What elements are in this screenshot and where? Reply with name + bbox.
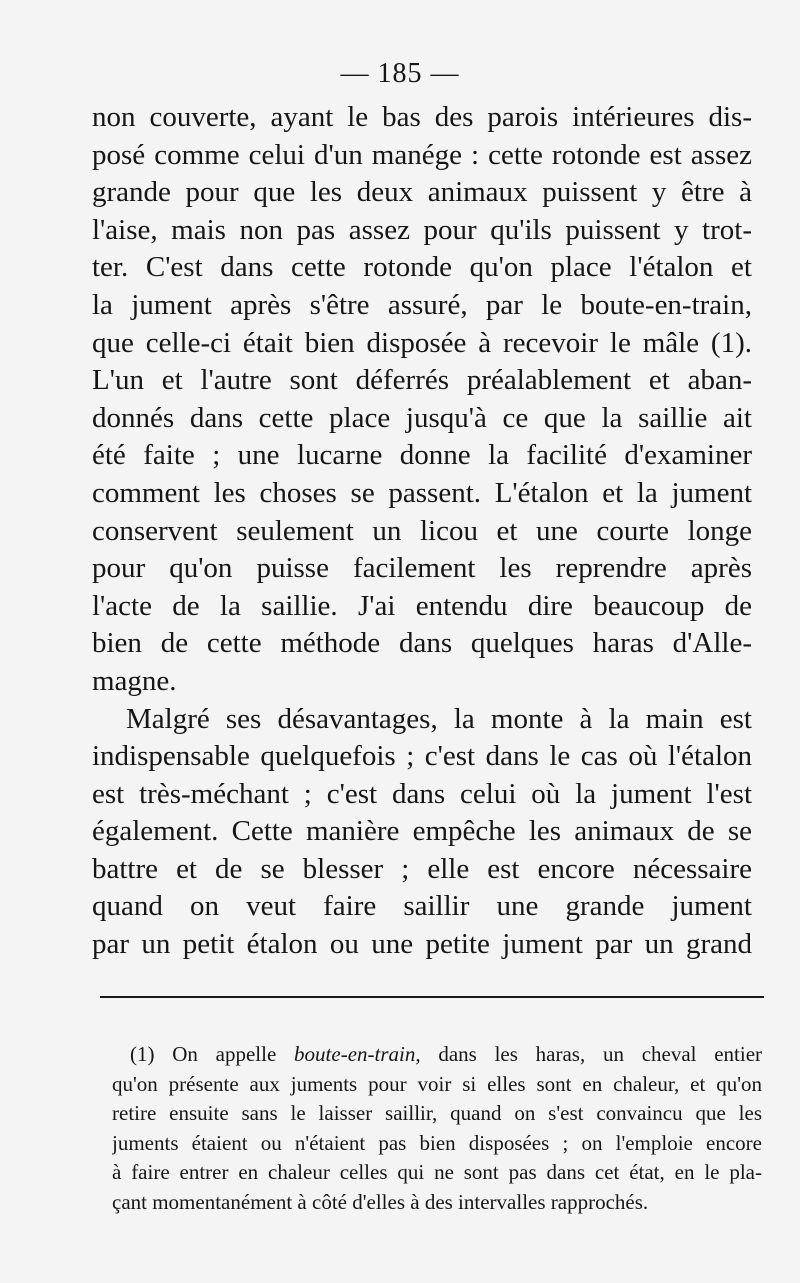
text-line: été faite ; une lucarne donne la facilité d'examiner (92, 439, 752, 472)
text-line: pour qu'on puisse facilement les reprendre après (92, 552, 752, 585)
text-line: bien de cette méthode dans quelques haras d'Alle- (92, 627, 752, 660)
text-line: indispensable quelquefois ; c'est dans le cas où l'étalon (92, 740, 752, 773)
text-line: l'aise, mais non pas assez pour qu'ils puissent y trot- (92, 213, 752, 246)
footnote-line: retire ensuite sans le laisser saillir, quand on s'est convaincu que les (112, 1101, 762, 1125)
footnote-separator-rule (100, 996, 764, 998)
text-line: par un petit étalon ou une petite jument par un grand (92, 928, 752, 961)
text-line: magne. (92, 664, 177, 697)
footnote-line: à faire entrer en chaleur celles qui ne sont pas dans cet état, en le pla- (112, 1160, 762, 1184)
text-line: également. Cette manière empêche les animaux de se (92, 815, 752, 848)
text-line: comment les choses se passent. L'étalon et la jument (92, 476, 752, 509)
text-line: conservent seulement un licou et une courte longe (92, 514, 752, 547)
footnote-line-rest: dans les haras, un cheval entier (438, 1042, 762, 1066)
paragraph-first-line: Malgré ses désavantages, la monte à la main est (126, 702, 752, 735)
footnote-lead: On appelle (172, 1042, 277, 1066)
text-line: que celle-ci était bien disposée à recevoir le mâle (1). (92, 326, 752, 359)
text-line: ter. C'est dans cette rotonde qu'on place l'étalon et (92, 251, 752, 284)
text-line: l'acte de la saillie. J'ai entendu dire beaucoup de (92, 589, 752, 622)
footnote (112, 1040, 762, 1217)
text-line: est très-méchant ; c'est dans celui où la jument l'est (92, 777, 752, 810)
text-line: posé comme celui d'un manége : cette rotonde est assez (92, 138, 752, 171)
footnote-line (112, 1040, 762, 1070)
text-line: non couverte, ayant le bas des parois intérieures dis- (92, 101, 752, 133)
text-line: L'un et l'autre sont déferrés préalablement et aban- (92, 364, 752, 397)
footnote-line: qu'on présente aux juments pour voir si elles sont en chaleur, et qu'on (112, 1071, 762, 1096)
body-text (92, 99, 752, 964)
text-line: la jument après s'être assuré, par le boute-en-train, (92, 288, 752, 321)
page-number: — 185 — (340, 58, 460, 89)
footnote-term: boute-en-train, (294, 1042, 421, 1066)
text-line: grande pour que les deux animaux puissent y être à (92, 176, 752, 209)
text-line: battre et de se blesser ; elle est encore nécessaire (92, 852, 752, 885)
text-line: donnés dans cette place jusqu'à ce que la saillie ait (92, 401, 752, 434)
footnote-line: juments étaient ou n'étaient pas bien disposées ; on l'emploie encore (112, 1130, 762, 1155)
footnote-line: çant momentanément à côté d'elles à des intervalles rapprochés. (112, 1189, 649, 1214)
footnote-marker: (1) (130, 1042, 155, 1066)
text-line: quand on veut faire saillir une grande jument (92, 890, 752, 923)
